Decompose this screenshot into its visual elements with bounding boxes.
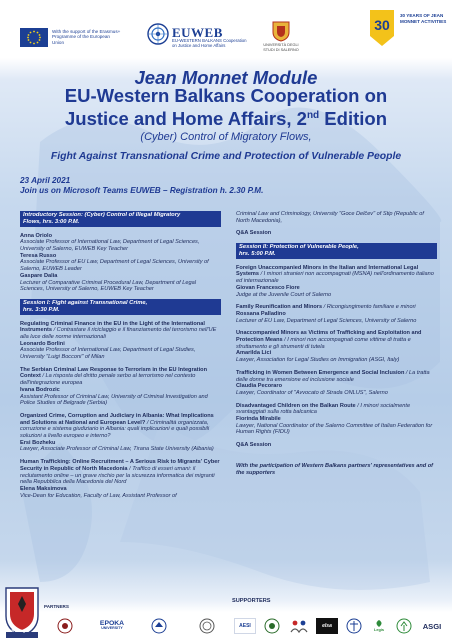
module-title: Jean Monnet Module bbox=[134, 67, 318, 88]
talk-block bbox=[236, 403, 437, 437]
speaker-role: Lawyer, Associate Professor of Criminal Law, Tirana State University (Albania) bbox=[20, 446, 214, 453]
eu-support-text: With the support of the Erasmus+ Programme of the European Union bbox=[52, 29, 121, 45]
qa-session-label: Q&A Session bbox=[236, 230, 272, 237]
talk-title-italian: / Traffico di esseri umani: il reclutamento online – un grave rischio per la sicurezza informatica dei migranti nella Repubblica della Macedonia del Nord bbox=[20, 465, 215, 486]
talk-title-italian: / Contrastare il riciclaggio e il finanziamento del terrorismo nell'UE alla luce delle norme internazionali bbox=[20, 327, 217, 340]
speaker-role: Associate Professor of EU Law, Department of Legal Sciences, University of Salerno, EUWEB Leader bbox=[20, 259, 209, 273]
intro-session-bar bbox=[20, 211, 221, 227]
talk-title: Regulating Criminal Finance in the EU in the Light of the International Instruments bbox=[20, 320, 205, 334]
speaker-role: Vice-Dean for Education, Faculty of Law, Assistant Professor of bbox=[20, 492, 177, 499]
talk-block bbox=[236, 265, 437, 299]
speaker-role: Lawyer, National Coordinator of the Salerno Committee of Italian Federation for Human Rights (FIDU) bbox=[236, 422, 433, 436]
talk-title-italian: / I minori socialmente svantaggiati sulla rotta balcanica bbox=[236, 402, 411, 416]
speaker-role: Associate Professor of International Law, Department of Legal Studies, University "Luigi Bocconi" of Milan bbox=[20, 347, 196, 361]
speaker-role: Judge at the Juvenile Court of Salerno bbox=[236, 291, 332, 298]
qa-session-label: Q&A Session bbox=[236, 442, 272, 449]
speaker-name: Ersi Bozheku bbox=[20, 439, 56, 446]
eu-flag-icon bbox=[20, 28, 48, 47]
supporter-scales-icon bbox=[345, 618, 363, 634]
speaker-name: Giovan Francesco Fiore bbox=[236, 284, 300, 291]
intro-session-time: Flows, hrs. 3:00 P.M. bbox=[23, 218, 80, 225]
event-date: 23 April 2021 bbox=[20, 176, 71, 185]
talk-title: Trafficking in Women Between Emergence and Social Inclusion bbox=[236, 369, 405, 376]
speaker-name: Leonardo Borlini bbox=[20, 340, 65, 347]
jean-monnet-activities-text: 30 YEARS OF JEAN MONNET ACTIVITIES bbox=[400, 13, 447, 24]
join-info: Join us on Microsoft Teams EUWEB – Registration h. 2.30 P.M. bbox=[20, 186, 264, 195]
edition-ordinal: nd bbox=[306, 110, 320, 121]
speaker-role: Lecturer of EU Law, Department of Legal Sciences, University of Salerno bbox=[236, 317, 417, 324]
speaker-role: Lawyer, Coordinator of "Avvocato di Strada ONLUS", Salerno bbox=[236, 389, 388, 396]
euweb-tagline: EU-WESTERN BALKANS Cooperation on Justice and Home Affairs bbox=[172, 38, 247, 48]
supporter-logo-5 bbox=[344, 618, 364, 634]
speaker-name: Rossana Palladino bbox=[236, 310, 286, 317]
speaker-name: Ivana Bodrozic bbox=[20, 386, 60, 393]
session-1-title: Session I: Fight against Transnational Crime, bbox=[23, 299, 148, 306]
partner-logo-3 bbox=[148, 618, 170, 634]
speaker-name: Fiorinda Mirabile bbox=[236, 416, 281, 423]
module-subtitle-line1: EU-Western Balkans Cooperation on bbox=[64, 85, 388, 106]
session-2-time: hrs. 5:00 P.M. bbox=[239, 250, 276, 257]
talk-title-italian: / Criminalità organizzata, corruzione e sistema giudiziario in Albania: quali implicazioni e quali possibili soluzioni a livello europeo e interno? bbox=[20, 419, 210, 440]
programme-left-column bbox=[20, 211, 221, 608]
talk-title: Disadvantaged Children on the Balkan Route bbox=[236, 402, 356, 409]
speaker-name: Teresa Russo bbox=[20, 252, 57, 259]
module-subtitle-line2 bbox=[0, 106, 452, 129]
jean-monnet-30-years-badge-icon bbox=[366, 8, 398, 48]
talk-title-italian: / I minori stranieri non accompagnati (MSNA) nell'ordinamento italiano ed internazionale bbox=[236, 271, 434, 285]
talk-block bbox=[236, 370, 437, 397]
session-2-bar bbox=[236, 243, 437, 259]
talk-block bbox=[20, 413, 221, 453]
legis-name: Legis bbox=[374, 628, 384, 632]
talk-block bbox=[236, 330, 437, 364]
partner-crest-icon bbox=[50, 618, 80, 634]
speaker-name: Amarilda Lici bbox=[236, 350, 272, 357]
talk-block bbox=[20, 321, 221, 361]
supporter-people-icon bbox=[289, 618, 309, 634]
talk-title: Foreign Unaccompanied Minors in the Italian and International Legal Systems bbox=[236, 264, 419, 278]
talk-title-italian: / La risposta del diritto penale serbo al terrorismo nel contesto dell'integrazione europea bbox=[20, 373, 196, 387]
talk-block bbox=[236, 304, 437, 324]
talk-title: Organized Crime, Corruption and Judiciary in Albania: What Implications and Solutions at National and European Level? bbox=[20, 412, 214, 426]
module-subtitle-line2-text: Justice and Home Affairs, 2 bbox=[65, 108, 307, 130]
epoka-name: EPOKA bbox=[99, 620, 125, 627]
talk-title-italian: / La tratta delle donne tra emersione ed inclusione sociale bbox=[236, 369, 430, 383]
speaker-name: Claudia Pecoraro bbox=[236, 383, 283, 390]
partner-seal-icon bbox=[150, 618, 168, 634]
speaker-block bbox=[20, 233, 221, 293]
talk-block bbox=[20, 459, 221, 499]
closing-note: With the participation of Western Balkans partners' representatives and of the supporters bbox=[236, 462, 434, 476]
session-2-title: Session II: Protection of Vulnerable People, bbox=[239, 244, 359, 251]
speaker-role: Lecturer of Comparative Criminal Procedural Law, Department of Legal Sciences, University of Salerno, EUWEB Key Teacher bbox=[20, 279, 196, 293]
jm-badge-number: 30 bbox=[374, 17, 390, 33]
talk-block bbox=[20, 367, 221, 407]
epoka-logo bbox=[88, 618, 136, 634]
supporter-logo-3 bbox=[288, 618, 310, 634]
edition-word: Edition bbox=[319, 108, 387, 130]
speaker-role: Lawyer, Association for Legal Studies on Immigration (ASGI, Italy) bbox=[236, 357, 400, 364]
aesi-logo: AESI bbox=[234, 618, 256, 634]
programme-right-column bbox=[236, 211, 437, 608]
euweb-logo-text: EUWEB bbox=[172, 25, 223, 40]
speaker-name: Gaspare Dalia bbox=[20, 272, 58, 279]
talk-title: Human Trafficking: Online Recruitment – A Serious Risk to Migrants' Cyber Security in Republic of North Macedonia bbox=[20, 459, 220, 472]
university-seal-icon bbox=[271, 20, 291, 42]
header bbox=[0, 0, 452, 58]
partners-label: PARTNERS bbox=[44, 604, 69, 609]
asgi-logo: ASGI bbox=[422, 621, 442, 631]
talk-title: Family Reunification and Minors bbox=[236, 304, 323, 311]
speaker-role: Associate Professor of International Law, Department of Legal Sciences, University of Salerno, EUWEB Key Teacher bbox=[20, 239, 200, 252]
speaker-role: Assistant Professor of Criminal Law, University of Criminal Investigation and Police Studies of Belgrade (Serbia) bbox=[20, 393, 208, 407]
partner-round-seal-icon bbox=[198, 618, 216, 634]
speaker-role-continued: Criminal Law and Criminology, University "Goce Delčev" of Stip (Republic of North Macedonia), bbox=[236, 211, 424, 224]
legis-logo bbox=[368, 618, 390, 634]
talk-title: The Serbian Criminal Law Response to Terrorism in the EU Integration Context bbox=[20, 366, 208, 380]
talk-title-italian: / Ricongiungimento familiare e minori bbox=[322, 304, 416, 311]
legis-leaf-icon bbox=[373, 619, 385, 628]
partner-logo-1 bbox=[48, 618, 82, 634]
session-1-bar bbox=[20, 299, 221, 315]
speaker-name: Elena Maksimova bbox=[20, 485, 67, 492]
university-name: UNIVERSITÀ DEGLI STUDI DI SALERNO bbox=[263, 43, 299, 52]
supporter-logo-7 bbox=[394, 618, 414, 634]
epoka-sub: UNIVERSITY bbox=[101, 626, 123, 630]
theme-line-2: Fight Against Transnational Crime and Protection of Vulnerable People bbox=[50, 151, 402, 162]
supporters-label: SUPPORTERS bbox=[232, 598, 271, 604]
talk-title: Unaccompanied Minors as Victims of Trafficking and Exploitation and Protection Means bbox=[236, 330, 422, 344]
supporter-tree-icon bbox=[395, 618, 413, 634]
talk-title-italian: / I minori non accompagnati come vittime di tratta e sfruttamento e gli strumenti di tutela bbox=[236, 337, 411, 350]
elsa-logo: elsa bbox=[316, 618, 338, 634]
coat-label: AMIR BIBIQ bbox=[5, 629, 26, 633]
supporter-logo-2 bbox=[262, 618, 282, 634]
partner-logo-4 bbox=[196, 618, 218, 634]
euweb-logo-icon bbox=[146, 22, 170, 46]
speaker-name: Anna Oriolo bbox=[20, 232, 53, 239]
supporter-seal-icon bbox=[263, 618, 281, 634]
intro-session-title: Introductory Session: (Cyber) Control of Illegal Migratory bbox=[23, 212, 181, 218]
module-subtitle bbox=[0, 86, 452, 129]
theme-line-1: (Cyber) Control of Migratory Flows, bbox=[140, 131, 312, 143]
session-1-time: hrs. 3:30 P.M. bbox=[23, 306, 60, 313]
